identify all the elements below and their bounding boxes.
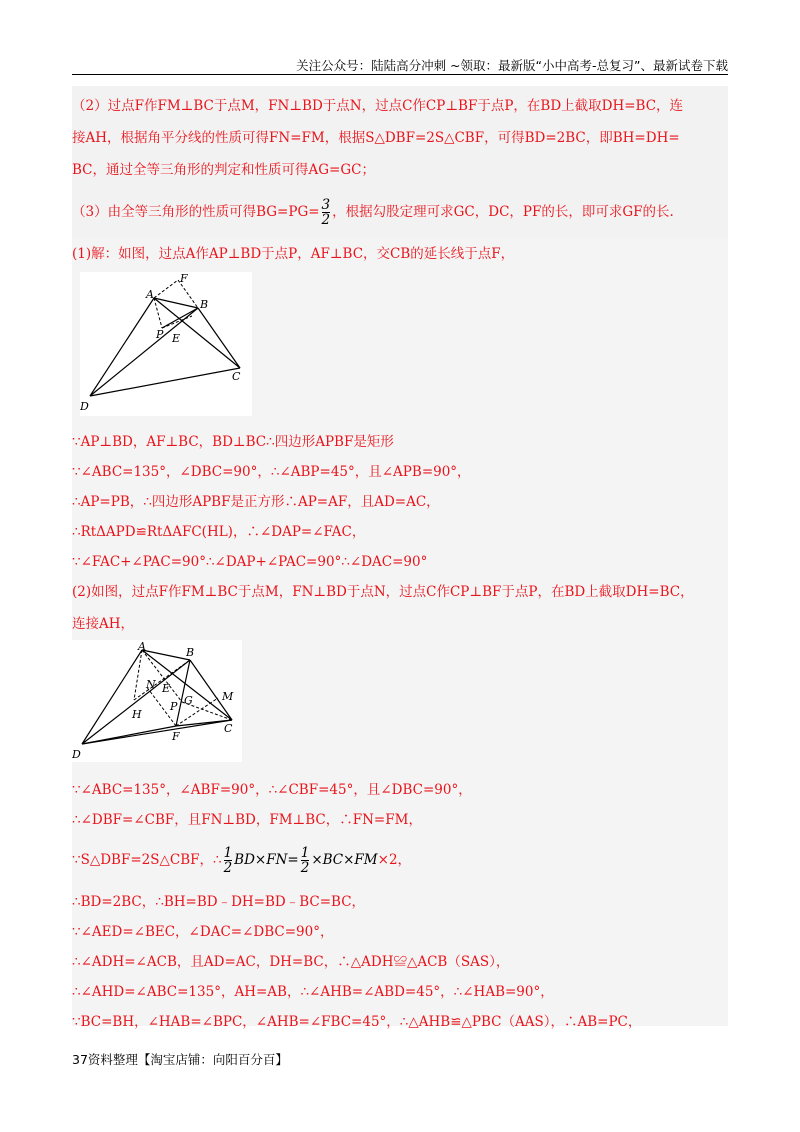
fig2-label-G: G (184, 694, 193, 707)
sol2-step-4: ∴BD=2BC，∴BH=BD﹣DH=BD﹣BC=BC， (72, 894, 366, 910)
fig2-label-H: H (132, 708, 142, 721)
sol1-step-2: ∵∠ABC=135°，∠DBC=90°，∴∠ABP=45°，且∠APB=90°， (72, 464, 471, 480)
fig2-label-M: M (222, 690, 234, 703)
sol2-step-6: ∴∠ADH=∠ACB，且AD=AC，DH=BC，∴△ADH≌△ACB（SAS）， (72, 954, 510, 970)
frac-num: 1 (223, 845, 233, 861)
sol2-step-3a: ∵S△DBF=2S△CBF，∴ (72, 852, 222, 868)
fig2-label-F: F (172, 730, 180, 743)
fig1-label-B: B (200, 298, 209, 311)
fraction-1-2-b (301, 846, 310, 875)
fraction-3-2 (322, 198, 331, 227)
page-footer (72, 1050, 288, 1068)
sol2-intro-2: 连接AH， (72, 616, 135, 632)
sol2-step-3d: ×2， (377, 852, 412, 868)
fig1-label-E: E (172, 332, 181, 345)
sol2-intro-1: (2)如图，过点F作FM⊥BC于点M，FN⊥BD于点N，过点C作CP⊥BF于点P，在BD上截取DH=BC， (72, 584, 694, 600)
fig2-label-D: D (72, 748, 81, 761)
sol2-step-7: ∴∠AHD=∠ABC=135°，AH=AB，∴∠AHB=∠ABD=45°，∴∠HAB=90°， (72, 984, 554, 1000)
hint-line-1: （2）过点F作FM⊥BC于点M，FN⊥BD于点N，过点C作CP⊥BF于点P，在BD上截取DH=BC，连 (72, 98, 684, 114)
fig1-label-D: D (80, 400, 89, 413)
fig2-label-E: E (162, 682, 171, 695)
header-rule (72, 74, 728, 75)
hint-line-4a: （3）由全等三角形的性质可得BG=PG= (72, 204, 320, 220)
sol1-intro: (1)解：如图，过点A作AP⊥BD于点P，AF⊥BC，交CB的延长线于点F， (72, 246, 515, 262)
fig2-label-B: B (186, 646, 195, 659)
page-number: 37 (72, 1052, 88, 1067)
frac-num: 3 (321, 197, 331, 213)
hint-line-4b: ，根据勾股定理可求GC，DC，PF的长，即可求GF的长. (332, 204, 674, 220)
footer-text: 资料整理【淘宝店铺：向阳百分百】 (87, 1052, 288, 1067)
fig2-label-N: N (146, 678, 156, 691)
hint-line-4 (72, 198, 728, 227)
sol2-step-3c: ×BC×FM (311, 852, 378, 868)
fig2-label-C: C (224, 722, 233, 735)
frac-den: 2 (321, 212, 331, 228)
fig1-label-P: P (156, 328, 164, 341)
page-header: 关注公众号：陆陆高分冲刺 ~领取：最新版“小中高考-总复习”、最新试卷下载 (296, 58, 728, 73)
sol2-step-3 (72, 846, 728, 875)
sol1-step-3: ∴AP=PB，∴四边形APBF是正方形∴AP=AF，且AD=AC， (72, 494, 440, 510)
frac-den: 2 (223, 860, 233, 876)
fig2-label-A: A (138, 640, 146, 653)
frac-num: 1 (300, 845, 310, 861)
fig1-label-C: C (232, 370, 241, 383)
sol2-step-8: ∵BC=BH，∠HAB=∠BPC，∠AHB=∠FBC=45°，∴△AHB≌△PBC（AAS），∴AB=PC， (72, 1014, 642, 1030)
sol2-step-2: ∴∠DBF=∠CBF，且FN⊥BD，FM⊥BC，∴FN=FM， (72, 812, 422, 828)
fig1-label-F: F (180, 272, 188, 285)
fraction-1-2-a (224, 846, 233, 875)
sol2-step-5: ∵∠AED=∠BEC，∠DAC=∠DBC=90°， (72, 924, 334, 940)
figure-1 (80, 272, 252, 416)
fig1-label-A: A (146, 288, 154, 301)
sol1-step-4: ∴RtΔAPD≌RtΔAFC(HL)，∴∠DAP=∠FAC， (72, 524, 366, 540)
sol2-step-1: ∵∠ABC=135°，∠ABF=90°，∴∠CBF=45°，且∠DBC=90°， (72, 782, 472, 798)
frac-den: 2 (300, 860, 310, 876)
sol1-step-5: ∵∠FAC+∠PAC=90°∴∠DAP+∠PAC=90°∴∠DAC=90° (72, 554, 428, 570)
hint-line-3: BC，通过全等三角形的判定和性质可得AG=GC； (72, 162, 375, 178)
fig2-label-P: P (170, 700, 178, 713)
sol2-step-3b: BD×FN= (234, 852, 299, 868)
figure-2 (72, 640, 242, 762)
hint-line-2: 接AH，根据角平分线的性质可得FN=FM，根据S△DBF=2S△CBF，可得BD=2BC，即BH=DH= (72, 130, 680, 146)
sol1-step-1: ∵AP⊥BD，AF⊥BC，BD⊥BC∴四边形APBF是矩形 (72, 434, 394, 450)
